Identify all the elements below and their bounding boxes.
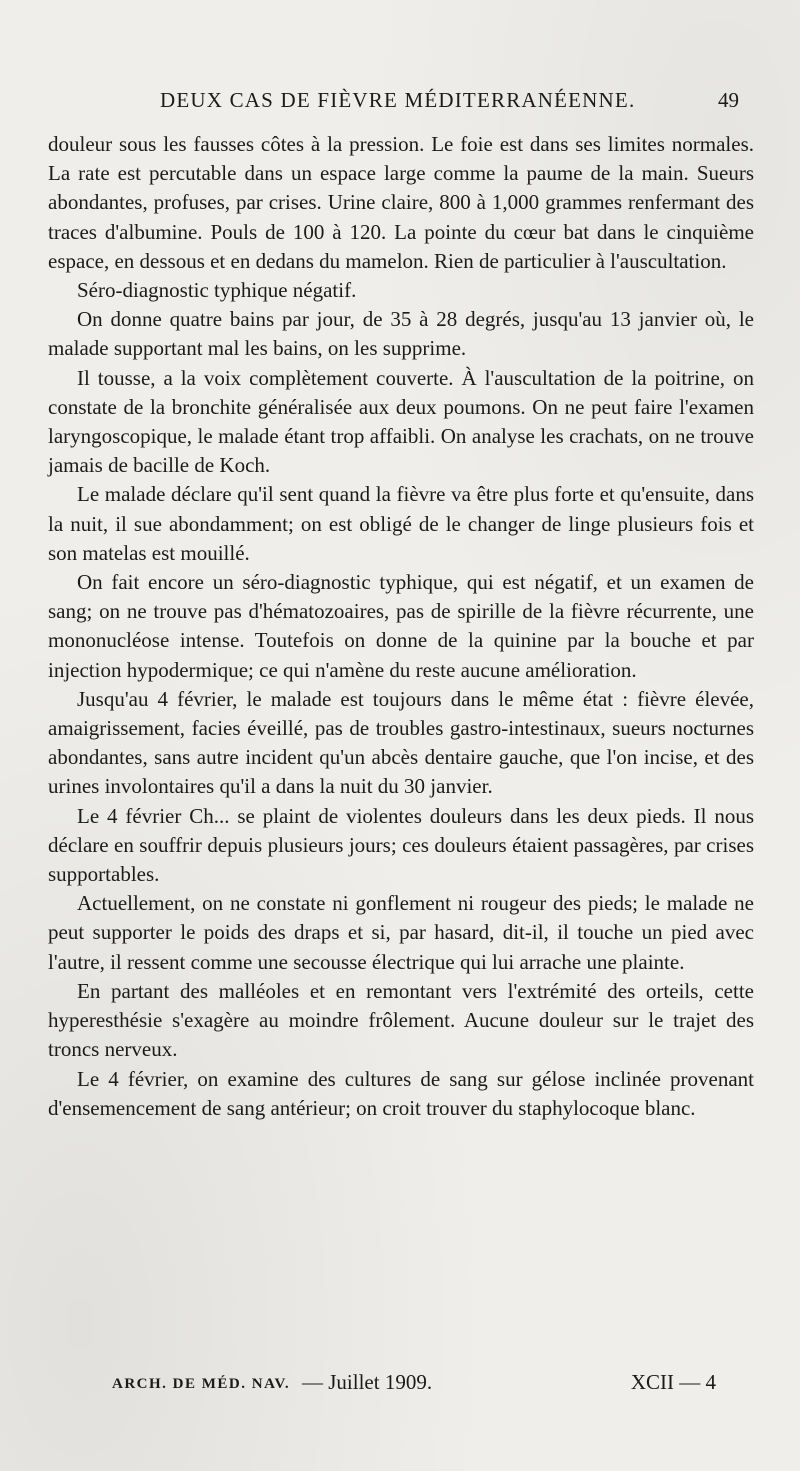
paragraph-current-state: Actuellement, on ne constate ni gonflement ni rougeur des pieds; le malade ne peut supporter le poids des draps et si, par hasard, dit-il, il touche un pied avec l'autre, il ressent comme une secousse électrique qui lui arrache une plainte.: [48, 891, 754, 974]
paragraph-serodiagnostic: Séro-diagnostic typhique négatif.: [77, 278, 357, 303]
paragraph-baths: On donne quatre bains par jour, de 35 à 28 degrés, jusqu'au 13 janvier où, le malade supportant mal les bains, on les supprime.: [48, 307, 754, 361]
paragraph-cough: Il tousse, a la voix complètement couverte. À l'auscultation de la poitrine, on constate de la bronchite généralisée aux deux poumons. On ne peut faire l'examen laryngoscopique, le malade étant trop affaibli. On analyse les crachats, on ne trouve jamais de bacille de Koch.: [48, 365, 754, 478]
paragraph-cultures: Le 4 février, on examine des cultures de sang sur gélose inclinée provenant d'ensemencement de sang antérieur; on croit trouver du staphylocoque blanc.: [48, 1066, 754, 1120]
page-footer: [112, 1370, 716, 1402]
paragraph-continuation: douleur sous les fausses côtes à la pression. Le foie est dans ses limites normales. La rate est percutable dans un espace large comme la paume de la main. Sueurs abondantes, profuses, par crises. Urine claire, 800 à 1,000 grammes renfermant des traces d'albumine. Pouls de 100 à 120. La pointe du cœur bat dans le cinquième espace, en dessous et en dedans du mamelon. Rien de particulier à l'auscultation.: [48, 132, 754, 273]
running-head: [160, 88, 745, 118]
body-text: [48, 130, 754, 1123]
paragraph-blood-exam: On fait encore un séro-diagnostic typhique, qui est négatif, et un examen de sang; on ne trouve pas d'hématozoaires, pas de spirille de la fièvre récurrente, une mononucléose intense. Toutefois on donne de la quinine par la bouche et par injection hypodermique; ce qui n'amène du reste aucune amélioration.: [48, 570, 754, 682]
page-number: 49: [718, 88, 739, 112]
paragraph-foot-pain: Le 4 février Ch... se plaint de violentes douleurs dans les deux pieds. Il nous déclare en souffrir depuis plusieurs jours; ces douleurs étaient passagères, par crises supportables.: [48, 803, 754, 887]
journal-reference: ARCH. DE MÉD. NAV.: [112, 1376, 291, 1392]
paragraph-hyperesthesia: En partant des malléoles et en remontant vers l'extrémité des orteils, cette hyperesthésie s'exagère au moindre frôlement. Aucune douleur sur le trajet des troncs nerveux.: [48, 978, 754, 1062]
running-title: DEUX CAS DE FIÈVRE MÉDITERRANÉENNE.: [160, 88, 636, 112]
paragraph-until-february: Jusqu'au 4 février, le malade est toujours dans le même état : fièvre élevée, amaigrissement, facies éveillé, pas de troubles gastro-intestinaux, sueurs nocturnes abondantes, sans autre incident qu'un abcès dentaire gauche, que l'on incise, et des urines involontaires qu'il a dans la nuit du 30 janvier.: [48, 686, 754, 799]
paragraph-fever-sweats: Le malade déclare qu'il sent quand la fièvre va être plus forte et qu'ensuite, dans la nuit, il sue abondamment; on est obligé de le changer de linge plusieurs fois et son matelas est mouillé.: [48, 482, 754, 565]
signature-mark: XCII — 4: [630, 1370, 716, 1394]
journal-date: — Juillet 1909.: [302, 1370, 433, 1394]
